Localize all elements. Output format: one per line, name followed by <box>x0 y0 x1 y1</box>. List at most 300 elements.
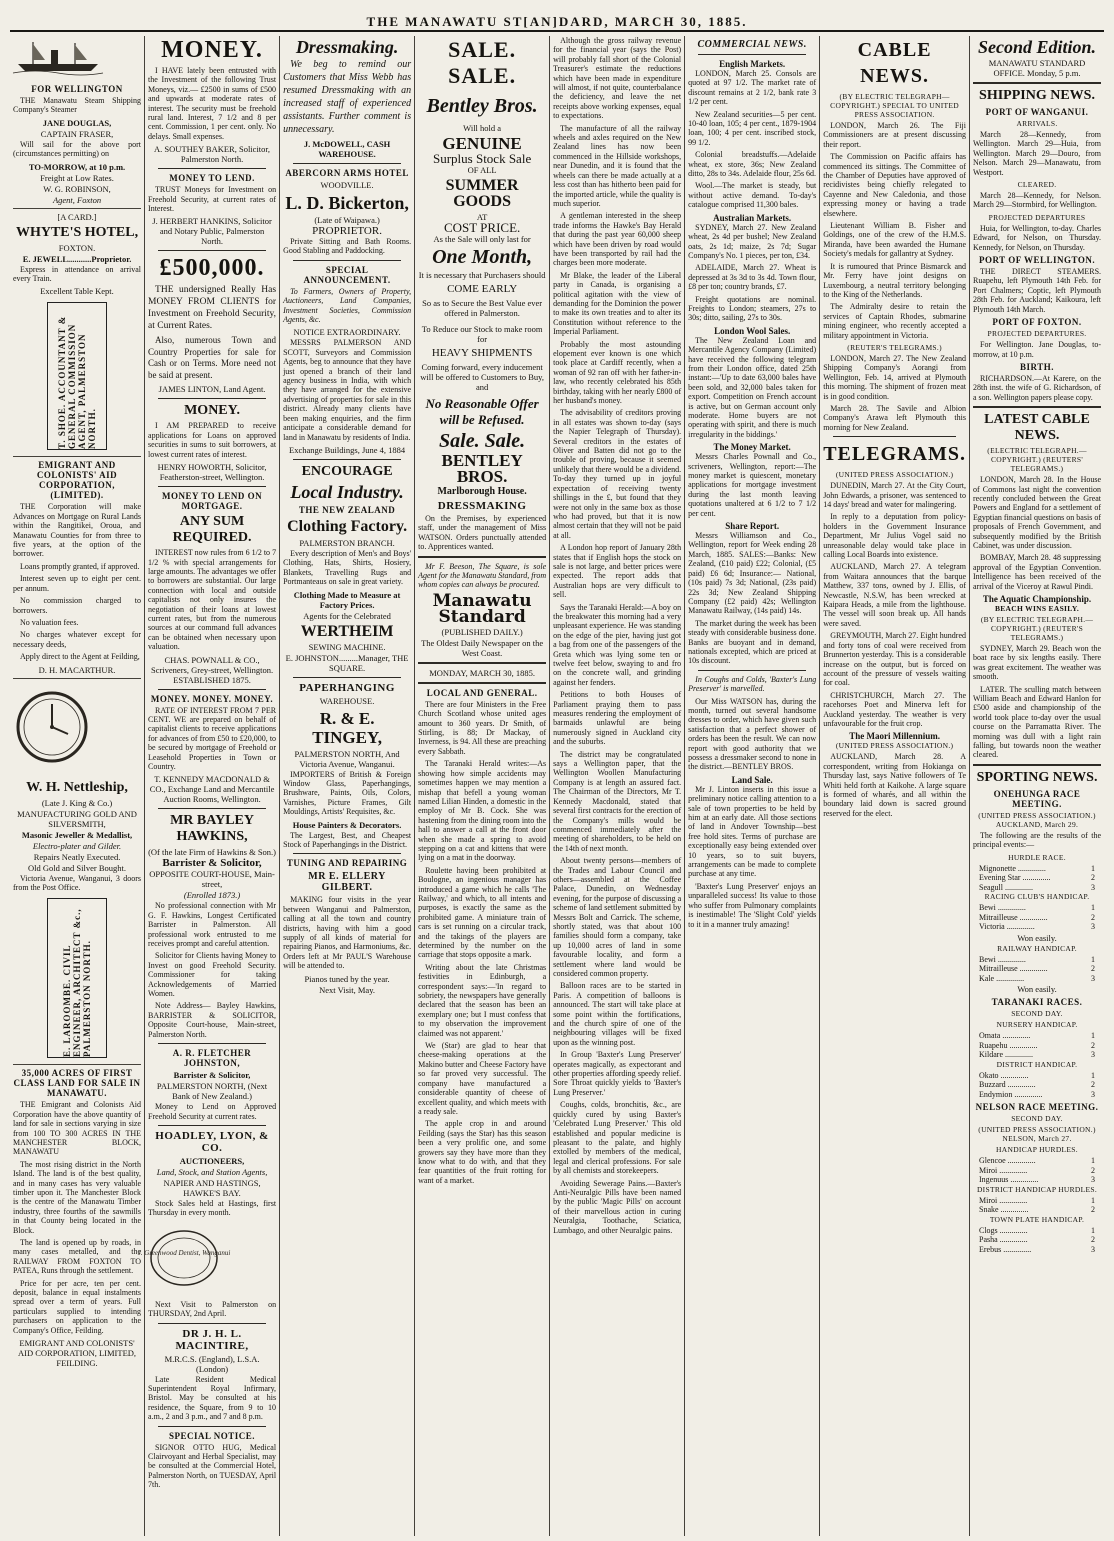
cable-p4: It is rumoured that Prince Bismarck and Mr. Ferry have joint designs on Luxembourg, a neutral territory belonging to the King of the Netherlands. <box>823 261 966 299</box>
tel-p2: In reply to a deputation from policy-holders in the Government Insurance Department, Mr Julius Vogel said no unreasonable delay would take place in calling Local Boards into existence. <box>823 512 966 560</box>
500k-p2: Also, numerous Town and Country Properties for sale for Cash or on Terms. More need not be said at present. <box>148 335 277 380</box>
money-p: I HAVE lately been entrusted with the Investment of the following Trust Moneys, viz.— £2500 in sums of £500 and upwards at moderate rates of interest. The security must be freehold rural land. Interest, 7 1/2 and 8 per cent. Commission, 1 per cent. only. No delays. Small expenses. <box>148 66 277 141</box>
hurdle-heading: HURDLE RACE. <box>1008 852 1066 862</box>
bickerton-heading: L. D. Bickerton, <box>285 193 409 213</box>
abercorn-town: WOODVILLE. <box>320 180 374 190</box>
macintire-p: Late Resident Medical Superintendent Royal Infirmary, Bristol. May be consulted at his residence, the Square, from 9 to 10 a.m., 2 and 3 p.m., and 7 and 8 p.m. <box>148 1374 277 1422</box>
clock-icon <box>13 688 91 766</box>
nelson-sub: (UNITED PRESS ASSOCIATION.) NELSON, March 27. <box>978 1125 1096 1144</box>
horse-name: Kildare .............. <box>979 1050 1033 1060</box>
factory-branch: PALMERSTON BRANCH. <box>299 537 395 548</box>
dressmaking-sign: J. McDOWELL, CASH WAREHOUSE. <box>303 139 391 159</box>
baxter-p: 'Baxter's Lung Preserver' enjoys an unparalleled success! Its value to those who suffer from Pulmonary complaints is inestimable! The 'Slight Cold' yields to it in a manner truly amazing! <box>688 881 817 929</box>
hurdles-heading: HANDICAP HURDLES. <box>996 1145 1078 1155</box>
race-result-row <box>973 1080 1101 1090</box>
taranaki-heading: TARANAKI RACES. <box>991 997 1083 1008</box>
hotel-line1: Express in attendance on arrival every Train. <box>13 264 142 284</box>
nelson-heading: NELSON RACE MEETING. <box>975 1102 1099 1113</box>
coughs-note: In Coughs and Colds, 'Baxter's Lung Preserver' is marvelled. <box>688 674 817 694</box>
local-industry-heading: Local Industry. <box>290 481 404 502</box>
cable-p1: LONDON, March 26. The Fiji Commissioners are at present discussing their report. <box>823 121 966 149</box>
masthead <box>10 6 1104 32</box>
horse-name: Kale .............. <box>979 973 1025 983</box>
arrivals-p: March 28—Kennedy, from Wellington. March 29—Huia, from Wellington. March 29—Douro, from Nelson. March 29—Manawatu, from Westport. <box>973 130 1102 177</box>
agent-role: Agent, Foxton <box>52 194 102 205</box>
horse-name: Mitrailleuse .............. <box>979 912 1048 922</box>
race-result-row <box>973 964 1101 974</box>
column-5 <box>550 36 685 1536</box>
lend-heading: MONEY TO LEND. <box>169 173 255 184</box>
second-edition-heading: Second Edition. <box>978 37 1097 57</box>
race-result-row <box>973 873 1101 883</box>
freight: Freight at Low Rates. <box>40 172 114 183</box>
mortgage-heading: MONEY TO LEND ON MORTGAGE. <box>161 491 263 512</box>
horse-name: Omata .............. <box>979 1031 1031 1041</box>
early: COME EARLY <box>447 283 518 295</box>
column-3 <box>280 36 415 1536</box>
money3-heading: MONEY. MONEY. MONEY. <box>150 693 274 704</box>
c5-p15: Avoiding Sewerage Pains.—Baxter's Anti-Neuralgic Pills have been named by the public 'Magic Pills' on account of their marvellous action in curing Neuralgia, Toothache, Sciatica, Lumbago, and other Neuralgic pains. <box>553 1178 682 1235</box>
taranaki-day: SECOND DAY. <box>1011 1009 1063 1019</box>
sail-date: TO-MORROW, at 10 p.m. <box>28 161 126 172</box>
placing: 3 <box>1091 882 1096 892</box>
bickerton-role: PROPRIETOR. <box>312 225 382 237</box>
money3-p: RATE OF INTEREST FROM 7 PER CENT. WE are prepared on behalf of capitalist clients to receive applications for advances of from £50 to £20,000, to be secured by mortgage of Freehold or Leasehold Properties in Town or Country. <box>148 705 277 771</box>
emigrant-p5: No valuation fees. <box>20 617 79 627</box>
reuters-heading: (REUTER'S TELEGRAMS.) <box>847 342 942 352</box>
necessary: It is necessary that Purchasers should <box>418 270 546 280</box>
race-result-row <box>973 974 1101 984</box>
latest-sub: (ELECTRIC TELEGRAPH.—COPYRIGHT.) (REUTERS' TELEGRAMS.) <box>987 446 1087 474</box>
sale-heading: SALE. SALE. <box>448 37 517 88</box>
column-8 <box>970 36 1104 1536</box>
dentist-stamp <box>137 1227 231 1289</box>
of-all: OF ALL <box>467 165 497 175</box>
c5-p3: A gentleman interested in the sheep trade informs the Hawke's Bay Herald that during the past year 60,000 sheep which have been driven by road would have been transported by rail had the charges been more moderate. <box>553 211 682 268</box>
plate-heading: TOWN PLATE HANDICAP. <box>989 1214 1085 1224</box>
horse-name: Okato .............. <box>979 1070 1029 1080</box>
placing: 2 <box>1091 1040 1096 1050</box>
race-result-row <box>973 1041 1101 1051</box>
foxton-p: For Wellington. Jane Douglas, to-morrow, at 10 p.m. <box>973 340 1102 359</box>
nettleship-l3: Electro-plater and Gilder. <box>32 840 122 851</box>
district-hurdles-results <box>973 1196 1101 1215</box>
hurdle-results <box>973 864 1101 893</box>
factory-made: Clothing Made to Measure at Factory Prices. <box>293 589 401 610</box>
fletcher-p: Money to Lend on Approved Freehold Security at current rates. <box>148 1102 277 1121</box>
reduce: To Reduce our Stock to make room for <box>421 324 543 344</box>
share-p2: The market during the week has been steady with considerable business done. Banks are buoyant and in demand, nationals excepted, which are priced at 10s discount. <box>688 618 817 666</box>
horse-name: Snake .............. <box>979 1205 1029 1215</box>
railway-won: Won easily. <box>1017 984 1057 995</box>
money-sign: A. SOUTHEY BAKER, Solicitor, Palmerston North. <box>154 144 271 165</box>
genuine-heading: GENUINE <box>442 134 522 153</box>
macintire-heading: DR J. H. L. MACINTIRE, <box>175 1327 249 1352</box>
c5-p7: A London hop report of January 28th states that if English hops the stock on sale is not large, and better prices were expected. The report adds that Australian hops are very difficult to sell. <box>553 543 682 600</box>
hoadley-l2: NAPIER AND HASTINGS, HAWKE'S BAY. <box>163 1177 261 1198</box>
factory-p: Every description of Men's and Boys' Clothing, Hats, Shirts, Hosiery, Blankets, Travelling Rugs and Portmanteaus on sale in great variety. <box>283 548 412 587</box>
lg-p5: We (Star) are glad to hear that cheese-making operations at the Makino butter and Cheese Factory have so far proved very successful. The company have manufactured a considerable quantity of cheese of excellent quality, and which meets with a ready sale. <box>418 1041 547 1116</box>
race-result-row <box>973 922 1101 932</box>
aus-p3: Freight quotations are nominal. Freights to London; steamers, 27s to 30s; ditto, sailing, 27s to 30s. <box>688 294 817 323</box>
horse-name: Bewi .............. <box>979 903 1026 913</box>
railway-results <box>973 955 1101 984</box>
english-heading: English Markets. <box>719 59 786 69</box>
month-heading: One Month, <box>432 246 533 268</box>
race-result-row <box>973 1245 1101 1255</box>
placing: 2 <box>1091 912 1096 922</box>
bentley-heading: Bentley Bros. <box>426 95 538 117</box>
placing: 3 <box>1091 1089 1096 1099</box>
wertheim-sign: E. JOHNSTON.........Manager, THE SQUARE. <box>285 652 409 673</box>
cable-sub: (BY ELECTRIC TELEGRAPH—COPYRIGHT.) SPECIAL TO UNITED PRESS ASSOCIATION. <box>830 92 960 119</box>
tel-p4: GREYMOUTH, March 27. Eight hundred and forty tons of coal were received from Brunnerton yesterday. This is a considerable increase on the output, but is forced on account of the pressure of vessels waiting for coal. <box>823 631 966 688</box>
cable-p5: The Admiralty desire to retain the services of Captain Rhodes, submarine mining engineer, who recently accepted a military appointment in Victoria. <box>823 302 966 340</box>
money2-heading: MONEY. <box>184 403 240 419</box>
port-wanganui: PORT OF WANGANUI. <box>985 107 1089 117</box>
aus-p1: SYDNEY, March 27. New Zealand wheat, 2s 4d per bushel; New Zealand oats, 2s 1d; maize, 2s 7d; Sugar Company's No. 1 pieces, per ton, £34. <box>688 222 817 260</box>
dressmaking-p: We beg to remind our Customers that Miss Webb has resumed Dressmaking with an increased staff of experienced assistants. Further comment is unnecessary. <box>283 59 412 135</box>
placing: 2 <box>1091 873 1096 883</box>
emigrant-p4: No commission charged to borrowers. <box>13 596 142 615</box>
acres-p1: THE Emigrant and Colonists Aid Corporation have the above quantity of land for sale in sections varying in size from 100 TO 300 ACRES IN THE MANCHESTER BLOCK, MANAWATU <box>13 1100 142 1157</box>
race-result-row <box>973 1226 1101 1236</box>
race-result-row <box>973 1196 1101 1206</box>
hawkins-role: Barrister & Solicitor, <box>162 857 262 870</box>
horse-name: Miroi .............. <box>979 1165 1028 1175</box>
notice-p: SIGNOR OTTO HUG, Medical Clairvoyant and Herbal Specialist, may be consulted at the Commercial Hotel, Palmerston North, on TUESDAY, April 7th. <box>148 1442 277 1490</box>
horse-name: Clogs .............. <box>979 1225 1028 1235</box>
columns <box>10 36 1104 1536</box>
c5-p13: In Group 'Baxter's Lung Preserver' operates magically, as expectorant and other properties affording speedy relief. Sore Throat quickly yields to 'Baxter's Lung Preserver.' <box>553 1050 682 1097</box>
paper-heading: PAPERHANGING <box>299 681 395 694</box>
steamship-icon <box>13 40 103 74</box>
standard-heading: Manawatu Standard <box>432 590 532 627</box>
lg-p2: The Taranaki Herald writes:—As showing how simple accidents may sometimes happen we may mention a mishap that befell a young woman named Lilian Hinden, a domestic in the employ of Mr B. Cock. She was hastening from the dining room into the hall to answer a call at the front door when she made a spring to avoid stepping on a cat and kittens that were lying on a mat in the doorway. <box>418 759 547 863</box>
district-hurdles-heading: DISTRICT HANDICAP HURDLES. <box>976 1184 1098 1194</box>
cost-heading: COST PRICE. <box>443 220 521 235</box>
hoadley-heading: HOADLEY, LYON, & CO. <box>155 1129 269 1154</box>
race-result-row <box>973 1205 1101 1215</box>
wool-p: The New Zealand Loan and Mercantile Agency Company (Limited) have received the following telegram from their London office, dated 25th instant:—'Up to date 63,000 bales have been sold, and 32,000 bales taken for export. Competition on French account is active, but on German account only moderate. Home buyers are not operating with spirit, and there is much irregularity in the biddings.' <box>688 335 817 439</box>
hawkins-addr: OPPOSITE COURT-HOUSE, Main-street, <box>149 869 275 890</box>
column-4 <box>415 36 550 1536</box>
masthead-title: THE MANAWATU ST[AN]DARD, MARCH 30, 1885. <box>366 14 748 29</box>
money2-p: I AM PREPARED to receive applications for Loans on approved securities in sums to suit borrowers, at lowest current rates of interest. <box>148 421 277 459</box>
tel-p5: CHRISTCHURCH, March 27. The racehorses Poet and Minerva left for Auckland yesterday. The weather is very unfavourable for the fruit crop. <box>823 690 966 728</box>
race-result-row <box>973 1235 1101 1245</box>
race-result-row <box>973 1156 1101 1166</box>
bickerton-sub: (Late of Waipawa.) <box>314 215 380 225</box>
special-heading: SPECIAL ANNOUNCEMENT. <box>303 264 391 285</box>
emigrant-p2: Loans promptly granted, if approved. <box>20 561 140 571</box>
share-p: Messrs Williamson and Co., Wellington, report for Week ending 28 March, 1885. SALES:—Banks: New Zealand, (£10 paid) £22; Colonial, (£5 paid) £6 6d; Insurance:— National, (10s paid) 7s 3d; National, (23s paid) 22s 3d; New Zealand Shipping Company (£2 paid) 42s; Wellington Manawatu Railway, (14s paid) 14s. <box>688 531 817 616</box>
race-result-row <box>973 1031 1101 1041</box>
placing: 1 <box>1091 1156 1096 1166</box>
aquatic-heading: The Aquatic Championship. <box>982 594 1092 604</box>
latest-p1: LONDON, March 28. In the House of Commons last night the convention recently concluded between the Great Powers and England for a settlement of Egyptian financial questions on basis of proposals of French Government, and subsequently modified by the British Cabinet, was under discussion. <box>973 475 1102 550</box>
money2-sign: HENRY HOWORTH, Solicitor, Featherston-street, Wellington. <box>157 462 267 483</box>
acres-p3: The land is opened up by roads, in many cases metalled, and the RAILWAY FROM FOXTON TO PATEA, Runs through the settlement. <box>13 1238 142 1276</box>
hotel-line2: Excellent Table Kept. <box>40 286 114 297</box>
coming: Coming forward, every inducement will be offered to Customers to Buy, and <box>420 362 544 392</box>
placing: 1 <box>1091 1195 1096 1205</box>
nettleship-sub: (Late J. King & Co.) <box>41 797 113 808</box>
tingey-p: IMPORTERS of British & Foreign Window Glass, Paperhangings, Brushware, Paints, Oils, Colors, Varnishes, Picture Frames, Gilt Mouldings, Artists' Requisites, &c. <box>283 769 412 817</box>
cable-p2: The Commission on Pacific affairs has commenced its sittings. The Committee of the Chamber of Deputies have approved of recidivistes being chiefly relegated to Cayenne and New Caledonia, and those expressing money or having a trade elsewhere. <box>823 152 966 218</box>
wool-heading: London Wool Sales. <box>714 325 791 336</box>
lend-sign: J. HERBERT HANKINS, Solicitor and Notary Public, Palmerston North. <box>152 216 272 247</box>
maori-p: AUCKLAND, March 28. A correspondent, writing from Hokianga on Thursday last, says Native followers of Te Whiti held forth at Kaikohe. A large square is formed of wharés, and all within the boundary laid down is sacred ground reserved for the elect. <box>823 752 966 818</box>
column-7 <box>820 36 970 1536</box>
encourage-heading: ENCOURAGE <box>301 463 393 479</box>
macintire-sub: M.R.C.S. (England), L.S.A. (London) <box>164 1353 260 1374</box>
placing: 2 <box>1091 1165 1096 1175</box>
lg-p3: Roulette having been prohibited at Boulogne, an ingenious manager has introduced a game which he calls 'The Railway,' and which, to all intents and purposes, is exactly the same as the prohibited game. A miniature train of cars is set running on a circular track, and the takings of the players are determined by the number on the carriage that stops opposite a mark. <box>418 865 547 960</box>
hoadley-p: Stock Sales held at Hastings, first Thursday in every month. <box>148 1198 277 1218</box>
nettleship-l2: Masonic Jeweller & Medallist, <box>21 829 133 840</box>
gilbert-heading: MR E. ELLERY GILBERT. <box>308 871 386 894</box>
heavy: HEAVY SHIPMENTS <box>431 347 533 359</box>
tel-p3: AUCKLAND, March 27. A telegram from Waitara announces that the barque Matthew, 337 tons, owned by J. Ellis, of Newcastle, N.S.W, has been wrecked at Kaipara Heads, a mile from the lighthouse. The vessel will soon break up. All hands were saved. <box>823 562 966 628</box>
placing: 3 <box>1091 1050 1096 1060</box>
emigrant-p3: Interest seven up to eight per cent. per annum. <box>13 574 142 593</box>
share-heading: Share Report. <box>725 521 780 532</box>
onehunga-p: The following are the results of the principal events:— <box>973 830 1102 850</box>
sale-last: As the Sale will only last for <box>433 234 531 244</box>
summer-heading: SUMMER GOODS <box>445 177 519 210</box>
c5-p1: Although the gross railway revenue for the financial year (says the Post) will probably fall short of the Colonial Treasurer's estimate the reductions which have been made in expenditure will almost, if not quite, counterbalance the deficiency, and leave the net receipts above working expenses, equal to expectations. <box>553 36 682 121</box>
acres-heading: 35,000 ACRES OF FIRST CLASS LAND FOR SALE IN MANAWATU. <box>13 1068 141 1099</box>
placing: 1 <box>1091 1225 1096 1235</box>
maori-heading: The Maori Millennium. <box>849 731 940 742</box>
horse-name: Buzzard .............. <box>979 1080 1036 1090</box>
race-result-row <box>973 1175 1101 1185</box>
captain: CAPTAIN FRASER, <box>40 128 114 139</box>
placing: 3 <box>1091 1244 1096 1254</box>
hawkins-p: No professional connection with Mr G. F. Hawkins, Longest Certificated Barrister in Palmerston. All professional work entrusted to me receives prompt and careful attention. <box>148 901 277 949</box>
hurdles-results <box>973 1156 1101 1185</box>
latest-cable-heading: LATEST CABLE NEWS. <box>984 412 1090 444</box>
cleared-p: March 28—Kennedy, for Nelson. March 29—Stormbird, for Wellington. <box>973 191 1102 210</box>
500k-heading: £500,000. <box>159 255 265 282</box>
fletcher-heading: A. R. FLETCHER JOHNSTON, <box>172 1048 252 1069</box>
race-result-row <box>973 1050 1101 1060</box>
race-result-row <box>973 955 1101 965</box>
acres-p4: Price for per acre, ten per cent. deposit, balance in equal instalments spread over a term of years. Full particulars supplied to intending purchasers on application to the Company's Office, Feilding. <box>13 1278 142 1335</box>
c5-p12: Balloon races are to be started in Paris. A competition of balloons is announced. The start will take place at some point within the fortifications, and the church spire of one of the neighbouring villages will be fixed upon as the winning post. <box>553 981 682 1047</box>
ship-name: JANE DOUGLAS, <box>42 117 112 128</box>
telegrams-sub: (UNITED PRESS ASSOCIATION.) <box>835 470 954 480</box>
race-result-row <box>973 903 1101 913</box>
nursery-results <box>973 1031 1101 1060</box>
race-result-row <box>973 1166 1101 1176</box>
column-1 <box>10 36 145 1536</box>
emigrant-sign: D. H. MACARTHUR. <box>38 664 116 675</box>
club-heading: RACING CLUB'S HANDICAP. <box>984 892 1090 902</box>
telegrams-heading: TELEGRAMS. <box>823 443 966 466</box>
birth-heading: BIRTH. <box>1020 361 1054 372</box>
agent-name: W. G. ROBINSON, <box>43 183 111 194</box>
500k-p1: THE undersigned Really Has MONEY FROM CLIENTS for Investment on Freehold Security, at Current Rates. <box>148 285 277 332</box>
sail-text: Will sail for the above port (circumstances permitting) on <box>13 139 142 159</box>
horse-name: Glencoe .............. <box>979 1156 1036 1166</box>
gilbert-l2: Next Visit, May. <box>319 984 376 995</box>
placing: 2 <box>1091 1235 1096 1245</box>
acres-sign: EMIGRANT AND COLONISTS' AID CORPORATION, LIMITED, FEILDING. <box>17 1338 137 1369</box>
500k-sign: JAMES LINTON, Land Agent. <box>158 384 266 395</box>
money-heading: MONEY. <box>161 37 263 63</box>
c5-p4: Mr Blake, the leader of the Liberal party in Canada, is organising a political agitation with the view of demanding for the Dominion the power to make its own treaties and to alter its Constitution without reference to the Imperial Parliament. <box>553 270 682 337</box>
nettleship-l5: Old Gold and Silver Bought. <box>28 862 126 873</box>
beach-sub: (BY ELECTRIC TELEGRAPH.—COPYRIGHT.) (REUTER'S TELEGRAMS.) <box>980 615 1094 642</box>
horse-name: Endymion .............. <box>979 1089 1043 1099</box>
ship-para: THE Manawatu Steam Shipping Company's Steamer <box>13 96 142 115</box>
maori-sub: (UNITED PRESS ASSOCIATION.) <box>835 741 954 751</box>
arrivals: ARRIVALS. <box>1016 119 1058 128</box>
tingey-addr: PALMERSTON NORTH, And Victoria Avenue, Wanganui. <box>294 748 400 769</box>
race-result-row <box>973 913 1101 923</box>
fletcher-role: Barrister & Solicitor, <box>173 1070 251 1081</box>
tingey-l2: House Painters & Decorators. <box>292 819 402 830</box>
birth-p: RICHARDSON.—At Karere, on the 28th inst. the wife of G. Richardson, of a son. Wellington papers please copy. <box>973 373 1102 402</box>
nz-heading: THE NEW ZEALAND <box>298 504 396 515</box>
hawkins-enr: (Enrolled 1873.) <box>183 890 241 901</box>
emigrant-heading: EMIGRANT AND COLONISTS' AID CORPORATION, (LIMITED). <box>36 460 118 501</box>
projected: PROJECTED DEPARTURES <box>988 212 1086 222</box>
bentley2-heading: BENTLEY BROS. <box>441 451 523 486</box>
commercial-heading: COMMERCIAL NEWS. <box>697 39 807 50</box>
standard-sub: (PUBLISHED DAILY.) <box>441 626 523 637</box>
placing: 2 <box>1091 1080 1096 1090</box>
anysum-sign: CHAS. POWNALL & CO., Scriveners, Grey-street, Wellington. ESTABLISHED 1875. <box>150 654 274 685</box>
emigrant-p1: THE Corporation will make Advances on Mortgage on Rural Lands within the Rangitikei, Oroua, and Manawatu Counties for from three to five years, at the option of the borrower. <box>13 502 142 559</box>
australian-heading: Australian Markets. <box>713 212 792 223</box>
factory-heading: Clothing Factory. <box>287 517 408 535</box>
placing: 1 <box>1091 1070 1096 1080</box>
lg-p6: The apple crop in and around Feilding (says the Star) has this season been a very prolific one, and some growers say they have more than they know what to do with, and that they fear quantities of the fruit rotting for want of a market. <box>418 1119 547 1185</box>
card-label: [A CARD.] <box>57 211 97 222</box>
eng-p3: Colonial breadstuffs.—Adelaide wheat, ex store, 36s; New Zealand ditto, 28s to 34s. Adelaide flour, 25s 6d. <box>688 150 817 179</box>
tuning-heading: TUNING AND REPAIRING <box>286 858 408 869</box>
horse-name: Victoria .............. <box>979 922 1035 932</box>
hotel-town: FOXTON. <box>58 242 96 253</box>
race-result-row <box>973 883 1101 893</box>
placing: 2 <box>1091 1205 1096 1215</box>
special-p: MESSRS PALMERSON AND SCOTT, Surveyors and Commission Agents, beg to announce that they have just opened a branch of their land agency business in India, with which they have arranged for the extensive advertising of properties for sale in this district. Already many clients have been making enquiries, and the firm anticipate a considerable demand for land in Manawatu by residents of India. <box>283 338 412 442</box>
cleared: CLEARED. <box>1017 180 1057 190</box>
notice-heading: SPECIAL NOTICE. <box>169 1430 256 1441</box>
emigrant-p6: No charges whatever except for necessary deeds, <box>13 630 142 649</box>
money-market-heading: The Money Market. <box>713 442 791 453</box>
port-wellington: PORT OF WELLINGTON. <box>978 255 1096 266</box>
nettleship-l1: MANUFACTURING GOLD AND SILVERSMITH, <box>17 808 137 829</box>
anysum-p: INTEREST now rules from 6 1/2 to 7 1/2 % with special arrangements for large amounts. The advantages we offer to borrowers are substantial. Our large connection with local and outside capitalists not only insures the negotiation of their loans at lowest current rates, but from the numerous sources at our command full advances can be obtained when necessary upon valuation. <box>148 548 277 652</box>
placing: 3 <box>1091 973 1096 983</box>
stamp-text: J. Greenwood Dentist, Wanganui <box>137 1248 231 1257</box>
hold: Will hold a <box>463 123 502 133</box>
beach-wins: BEACH WINS EASILY. <box>994 604 1080 613</box>
horse-name: Seagull .............. <box>979 882 1033 892</box>
dressmaking-heading: Dressmaking. <box>295 37 399 57</box>
at: AT <box>476 212 488 222</box>
land-heading: Land Sale. <box>731 774 773 785</box>
wellington-heading: FOR WELLINGTON <box>31 84 123 94</box>
issue-date: MONDAY, MARCH 30, 1885. <box>429 667 536 678</box>
hawkins-heading: MR BAYLEY HAWKINS, <box>170 813 254 845</box>
projected-p: Huia, for Wellington, to-day. Charles Edward, for Nelson, on Thursday. Kennedy, for Nelson, on Thursday. <box>973 223 1102 252</box>
horse-name: Ingenuus .............. <box>979 1175 1039 1185</box>
engineer-frame <box>47 898 107 1058</box>
race-result-row <box>973 1090 1101 1100</box>
gilbert-l1: Pianos tuned by the year. <box>304 973 390 984</box>
bickerton-p: Private Sitting and Bath Rooms. Good Stabling and Paddocking. <box>283 237 412 256</box>
lend-p: TRUST Moneys for Investment on Freehold Security, at current rates of Interest. <box>148 185 277 214</box>
lg-p1: There are four Ministers in the Free Church Scotland whose united ages amount to 360 years. Dr Smith, of Stirling, is 88; Dr Mackay, of Inverness, is 94. All these are preaching every Sabbath. <box>418 699 547 756</box>
c5-p9: Petitions to both Houses of Parliament praying them to pass measures rendering the employment of barmaids unlawful are being numerously signed in Auckland city and the suburbs. <box>553 690 682 747</box>
cable-heading: CABLE NEWS. <box>857 39 932 87</box>
surplus-heading: Surplus Stock Sale <box>432 151 532 166</box>
special-sign: Exchange Buildings, June 4, 1884 <box>289 444 406 455</box>
port-wellington-p: THE DIRECT STEAMERS. Ruapehu, left Plymouth 14th Feb. for Port Chalmers; Coptic, left Plymouth 28th Feb. for Auckland; Kaikoura, left Plymouth 14th March. <box>973 267 1102 314</box>
placing: 1 <box>1091 1031 1096 1041</box>
nettleship-l6: Victoria Avenue, Wanganui, 3 doors from the Post Office. <box>13 873 142 892</box>
dm-p: On the Premises, by experienced staff, under the management of Miss WATSON. Orders punctually attended to. Apprentices wanted. <box>418 514 547 552</box>
race-result-row <box>973 864 1101 874</box>
hoadley-role: AUCTIONEERS, <box>179 1155 245 1166</box>
club-results <box>973 903 1101 932</box>
lg-p4: Writing about the late Christmas festivities in Edinburgh, a correspondent says:—'In regard to sobriety, the newspapers have generally declared that the season has been an exemplary one; but I must confess that to my observation the improvement claimed was not apparent.' <box>418 962 547 1038</box>
factory-agents: Agents for the Celebrated <box>303 610 391 621</box>
fletcher-addr: PALMERSTON NORTH, (Next Bank of New Zealand.) <box>156 1081 268 1102</box>
tingey-heading: R. & E. TINGEY, <box>312 708 382 747</box>
c5-p2: The manufacture of all the railway wheels and axles required on the New Zealand lines has now been commenced in the Hillside workshops, near Dunedin, and it is found that the wheels can there be made actually at a less cost than has hitherto been paid for the imported article, while the quality is much superior. <box>553 123 682 208</box>
wertheim-sub: SEWING MACHINE. <box>308 641 386 652</box>
latest-p2: BOMBAY, March 28. 48 suppressing approval of the Egyptian Convention. Intelligence has been received of the arrival of the Viceroy at Rawul Pindi. <box>973 553 1102 591</box>
horse-name: Erebus .............. <box>979 1244 1032 1254</box>
horse-name: Pasha .............. <box>979 1235 1028 1245</box>
race-result-row <box>973 1071 1101 1081</box>
eng-p2: New Zealand securities—5 per cent. 10-40 loan, 105; 4 per cent., 1879-1904 loan, 100; 4 per cent. inscribed stock, 99 1/2. <box>688 109 817 147</box>
anysum-heading: ANY SUM REQUIRED. <box>172 514 252 546</box>
tel-p1: DUNEDIN, March 27. At the City Court, John Edwards, a prisoner, was sentenced to 14 days' bread and water for malingering. <box>823 481 966 509</box>
horse-name: Mignonette .............. <box>979 863 1046 873</box>
railway-heading: RAILWAY HANDICAP. <box>997 943 1077 953</box>
aus-p2: ADELAIDE, March 27. Wheat is depressed at 3s 3d to 3s 4d. Town flour, £8 per ton; country brands, £7. <box>688 263 817 292</box>
beach-later: LATER. The sculling match between William Beach and Edward Hanlon for £500 aside and championship of the world took place to-day over the usual course on the Parramatta River. The morning was dull with a light rain falling, but towards noon the weather cleared. <box>973 684 1102 760</box>
refused-heading: No Reasonable Offer will be Refused. <box>425 396 539 427</box>
secure: So as to Secure the Best Value ever offered in Palmerston. <box>422 298 543 318</box>
nettleship-name: W. H. Nettleship, <box>26 779 128 795</box>
c5-p10: The district may be congratulated says a Wellington paper, that the Wellington Woollen Manufacturing Company is at length an assured fact. The Chairman of the Directors, Mr T. Kennedy Macdonald, stated that several first contracts for the erection of the Company's mills would be commenced immediately after the meeting of shareholders, to be held on the 14th of next month. <box>553 749 682 853</box>
accountant-frame <box>47 302 107 450</box>
hoadley-l1: Land, Stock, and Station Agents, <box>156 1166 268 1177</box>
c5-p11: About twenty persons—members of the Trades and Labour Council and others—assembled at the Coffee Palace, Dunedin, on Wednesday evening, for the purpose of discussing a scheme of land settlement submitted by Messrs Bolt and Carrick. The scheme, shortly stated, was that about 100 families should form a company, take up 10,000 acres of land in some favourable locality, and form a settlement where land would be considered common property. <box>553 856 682 978</box>
greenwood-p: Next Visit to Palmerston on THURSDAY, 2nd April. <box>148 1299 277 1319</box>
accountant-text: T. SHOE. ACCOUNTANT & GENERAL COMMISSION AGENT, PALMERSTON NORTH. <box>57 316 98 450</box>
beach-p: SYDNEY, March 29. Beach won the boat race by six lengths easily. There was great excitement. The weather was smooth. <box>973 644 1102 682</box>
c5-p5: Probably the most astounding elopement ever known is one which took place at Cardiff recently, when a woman of 92 ran off with her father-in-law, who recently celebrated his 85th birthday, taking with her nearly £800 of her husband's money. <box>553 339 682 406</box>
standard-oldest: The Oldest Daily Newspaper on the West Coast. <box>421 637 544 658</box>
abercorn-heading: ABERCORN ARMS HOTEL <box>285 168 409 178</box>
hawkins-sub: (Of the late Firm of Hawkins & Son.) <box>148 847 277 858</box>
sporting-heading: SPORTING NEWS. <box>976 769 1098 785</box>
second-dateline: MANAWATU STANDARD OFFICE. Monday, 5 p.m. <box>988 58 1086 78</box>
nettleship-l4: Repairs Neatly Executed. <box>33 851 121 862</box>
placing: 1 <box>1091 954 1096 964</box>
watson-p: Our Miss WATSON has, during the month, turned out several handsome dresses to order, which have given such satisfaction that a perfect shower of orders has been the result. We can now report with good authority that we possess a dressmaker second to none in the district.—BENTLEY BROS. <box>688 696 817 772</box>
land-p: Mr J. Linton inserts in this issue a preliminary notice calling attention to a sale of town properties to be held by him at an early date. All those sections of land in Andover Township—best free hold sites. Terms of purchase are exceptionally easy being extended over 10 years, so to suit buyers, arrangements can be made to complete purchase at any time. <box>688 784 817 879</box>
